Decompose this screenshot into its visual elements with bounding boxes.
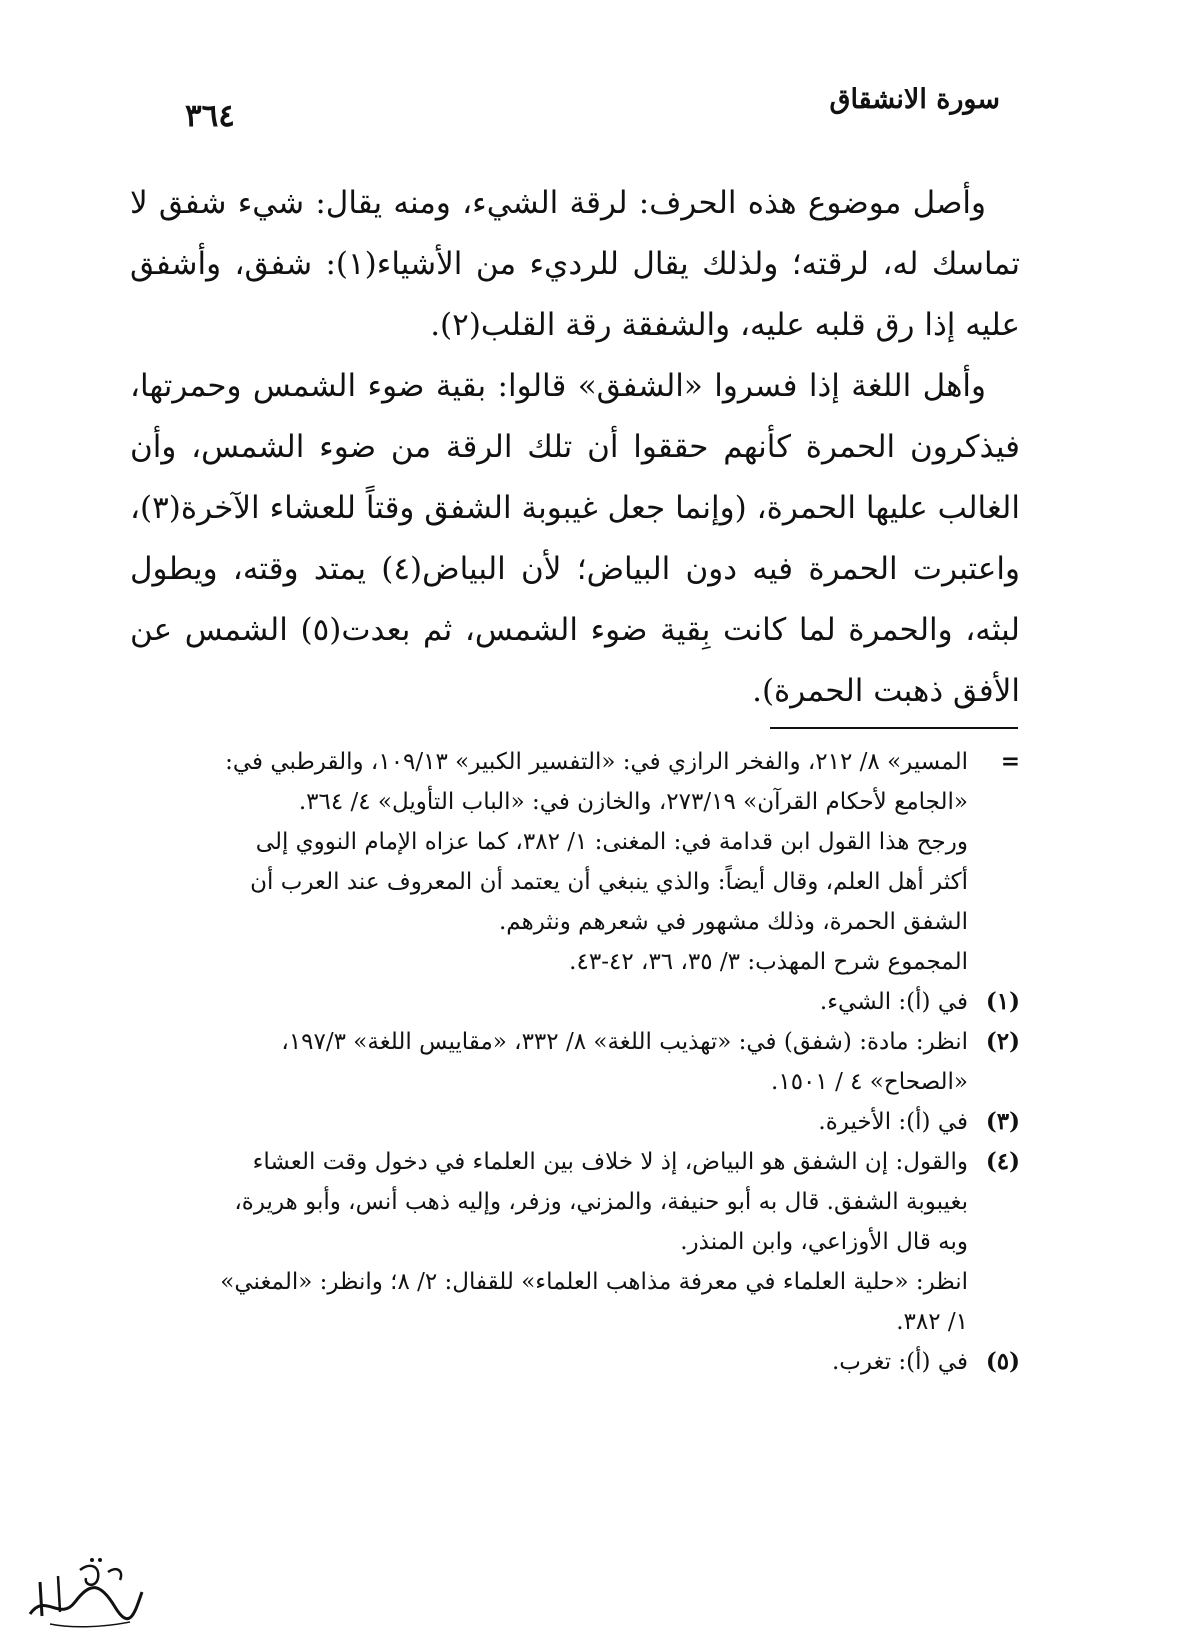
footnote-line: ورجح هذا القول ابن قدامة في: المغنى: ١/ ٣٨٢، كما عزاه الإمام النووي إلى	[255, 829, 968, 855]
footnote-continued	[130, 742, 1020, 982]
footnote-text	[130, 1022, 968, 1102]
footnote-line: في (أ): الأخيرة.	[818, 1109, 968, 1135]
footnote-line: المجموع شرح المهذب: ٣/ ٣٥، ٣٦، ٤٢-٤٣.	[569, 949, 968, 975]
footnote-separator	[770, 727, 1018, 729]
footnote-marker: =	[1000, 748, 1020, 775]
footnote-line: في (أ): الشيء.	[819, 989, 968, 1015]
surah-title: سورة الانشقاق	[829, 84, 1000, 115]
footnote-line: انظر: «حلية العلماء في معرفة مذاهب العلماء» للقفال: ٢/ ٨؛ وانظر: «المغني»	[220, 1269, 968, 1295]
footnote-text	[130, 742, 968, 982]
footnote-text	[130, 1102, 968, 1142]
footnote-line: والقول: إن الشفق هو البياض، إذ لا خلاف بين العلماء في دخول وقت العشاء	[252, 1149, 968, 1175]
footnote-line: بغيبوبة الشفق. قال به أبو حنيفة، والمزني، وزفر، وإليه ذهب أنس، وأبو هريرة،	[234, 1189, 968, 1215]
footnote-line: «الصحاح» ٤ / ١٥٠١.	[771, 1069, 968, 1095]
footnote-line: أكثر أهل العلم، وقال أيضاً: والذي ينبغي أن يعتمد أن المعروف عند العرب أن	[250, 869, 968, 895]
footnotes	[130, 742, 1020, 1382]
footnote-5	[130, 1342, 1020, 1382]
footnote-marker: (٥)	[985, 1348, 1020, 1375]
footnote-marker: (٤)	[985, 1148, 1020, 1175]
footnote-line: انظر: مادة: (شفق) في: «تهذيب اللغة» ٨/ ٣٣٢، «مقاييس اللغة» ١٩٧/٣،	[281, 1029, 968, 1055]
footnote-2	[130, 1022, 1020, 1102]
footnote-1	[130, 982, 1020, 1022]
paragraph: وأهل اللغة إذا فسروا «الشفق» قالوا: بقية ضوء الشمس وحمرتها، فيذكرون الحمرة كأنهم حققوا أن تلك الرقة من ضوء الشمس، وأن الغالب عليها الحمرة، (وإنما جعل غيبوبة الشفق وقتاً للعشاء الآخرة(٣)، واعتبرت الحمرة فيه دون البياض؛ لأن البياض(٤) يمتد وقته، ويطول لبثه، والحمرة لما كانت بِقية ضوء الشمس، ثم بعدت(٥) الشمس عن الأفق ذهبت الحمرة).	[130, 368, 1020, 709]
page-header	[185, 78, 1000, 138]
page-number: ٣٦٤	[185, 98, 235, 134]
footnote-text	[130, 1342, 968, 1382]
paragraph: وأصل موضوع هذه الحرف: لرقة الشيء، ومنه يقال: شيء شفق لا تماسك له، لرقته؛ ولذلك يقال للرديء من الأشياء(١): شفق، وأشفق عليه إذا رق قلبه عليه، والشفقة رقة القلب(٢).	[130, 185, 1020, 343]
footnote-line: ١/ ٣٨٢.	[896, 1309, 968, 1335]
footnote-line: المسير» ٨/ ٢١٢، والفخر الرازي في: «التفسير الكبير» ١٠٩/١٣، والقرطبي في:	[225, 749, 968, 775]
footnote-text	[130, 1142, 968, 1342]
footnote-text	[130, 982, 968, 1022]
footnote-line: الشفق الحمرة، وذلك مشهور في شعرهم ونثرهم.	[498, 909, 968, 935]
calligraphy-logo-icon	[20, 1552, 150, 1632]
footnote-3	[130, 1102, 1020, 1142]
footnote-marker: (٣)	[985, 1108, 1020, 1135]
footnote-marker: (١)	[985, 988, 1020, 1015]
footnote-4	[130, 1142, 1020, 1342]
footnote-line: في (أ): تغرب.	[831, 1349, 968, 1375]
footnote-line: وبه قال الأوزاعي، وابن المنذر.	[680, 1229, 968, 1255]
footnote-marker: (٢)	[985, 1028, 1020, 1055]
footnote-line: «الجامع لأحكام القرآن» ٢٧٣/١٩، والخازن في: «الباب التأويل» ٤/ ٣٦٤.	[298, 789, 968, 815]
main-text	[130, 173, 1020, 722]
